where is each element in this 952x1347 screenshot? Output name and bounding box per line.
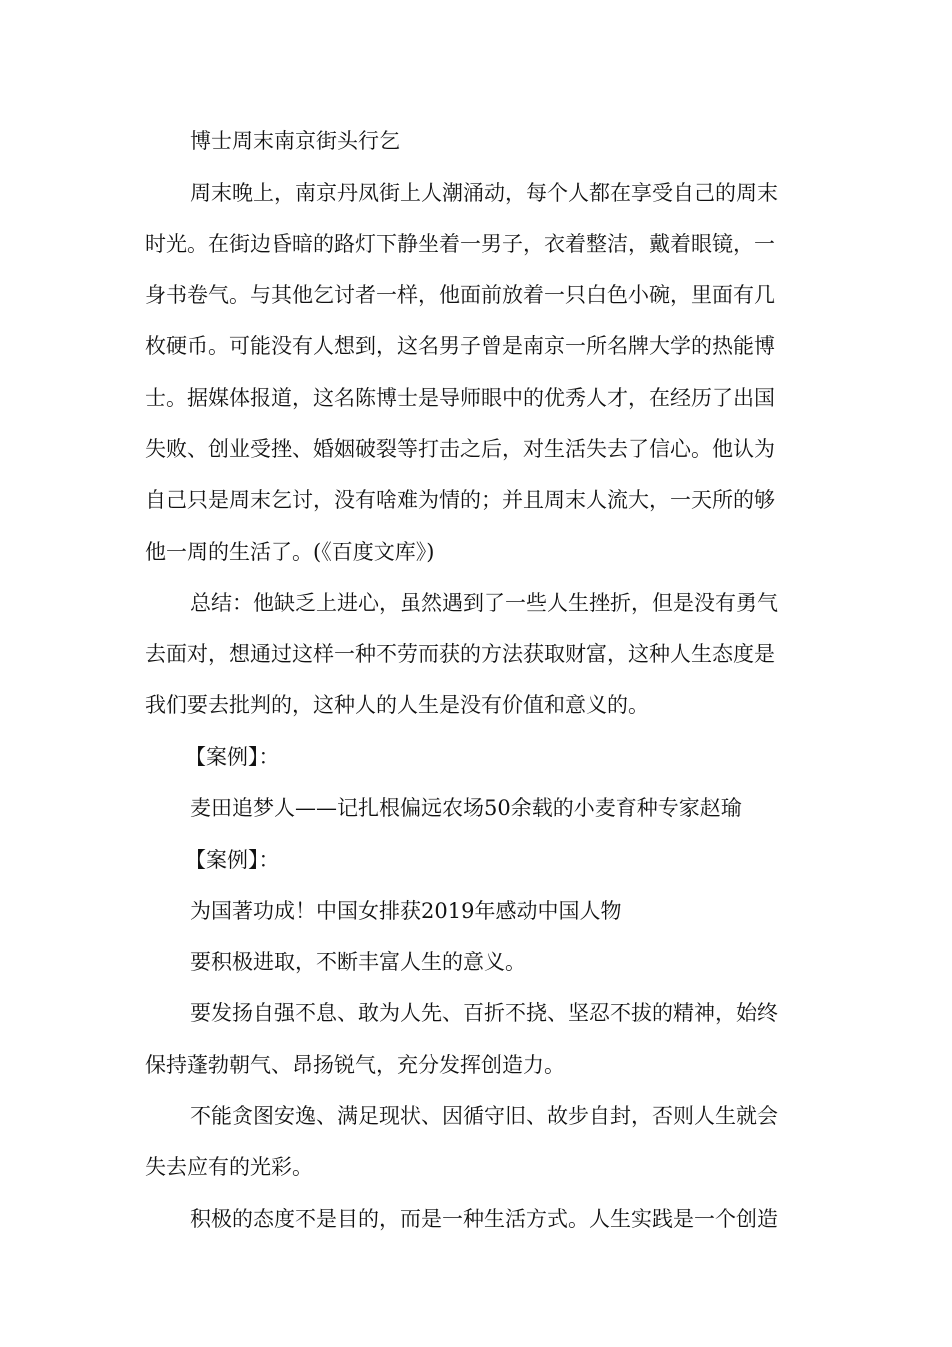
paragraph-line: 保持蓬勃朝气、昂扬锐气，充分发挥创造力。: [145, 1053, 565, 1077]
paragraph-line: 枚硬币。可能没有人想到，这名男子曾是南京一所名牌大学的热能博: [145, 334, 775, 358]
article-title: 博士周末南京街头行乞: [190, 129, 400, 153]
paragraph-line: 身书卷气。与其他乞讨者一样，他面前放着一只白色小碗，里面有几: [145, 283, 775, 307]
paragraph-line: 失败、创业受挫、婚姻破裂等打击之后，对生活失去了信心。他认为: [145, 437, 775, 461]
paragraph-line: 失去应有的光彩。: [145, 1155, 313, 1179]
paragraph-line: 不能贪图安逸、满足现状、因循守旧、故步自封，否则人生就会: [190, 1104, 778, 1128]
paragraph-line: 积极的态度不是目的，而是一种生活方式。人生实践是一个创造: [190, 1207, 778, 1231]
paragraph-line: 时光。在街边昏暗的路灯下静坐着一男子，衣着整洁，戴着眼镜，一: [145, 232, 775, 256]
case-heading: 【案例】：: [185, 745, 280, 769]
case-title: 为国著功成！中国女排获2019年感动中国人物: [190, 899, 622, 923]
paragraph-line: 要发扬自强不息、敢为人先、百折不挠、坚忍不拔的精神，始终: [190, 1001, 778, 1025]
paragraph-line: 自己只是周末乞讨，没有啥难为情的；并且周末人流大，一天所的够: [145, 488, 775, 512]
summary-line: 去面对，想通过这样一种不劳而获的方法获取财富，这种人生态度是: [145, 642, 775, 666]
summary-line: 我们要去批判的，这种人的人生是没有价值和意义的。: [145, 693, 649, 717]
summary-line: 总结：他缺乏上进心，虽然遇到了一些人生挫折，但是没有勇气: [190, 591, 778, 615]
paragraph-line: 要积极进取，不断丰富人生的意义。: [190, 950, 526, 974]
case-title: 麦田追梦人——记扎根偏远农场50余载的小麦育种专家赵瑜: [190, 796, 742, 820]
paragraph-line: 周末晚上，南京丹凤街上人潮涌动，每个人都在享受自己的周末: [190, 181, 778, 205]
paragraph-line: 他一周的生活了。(《百度文库》): [145, 540, 435, 564]
paragraph-line: 士。据媒体报道，这名陈博士是导师眼中的优秀人才，在经历了出国: [145, 386, 775, 410]
case-heading: 【案例】：: [185, 848, 280, 872]
